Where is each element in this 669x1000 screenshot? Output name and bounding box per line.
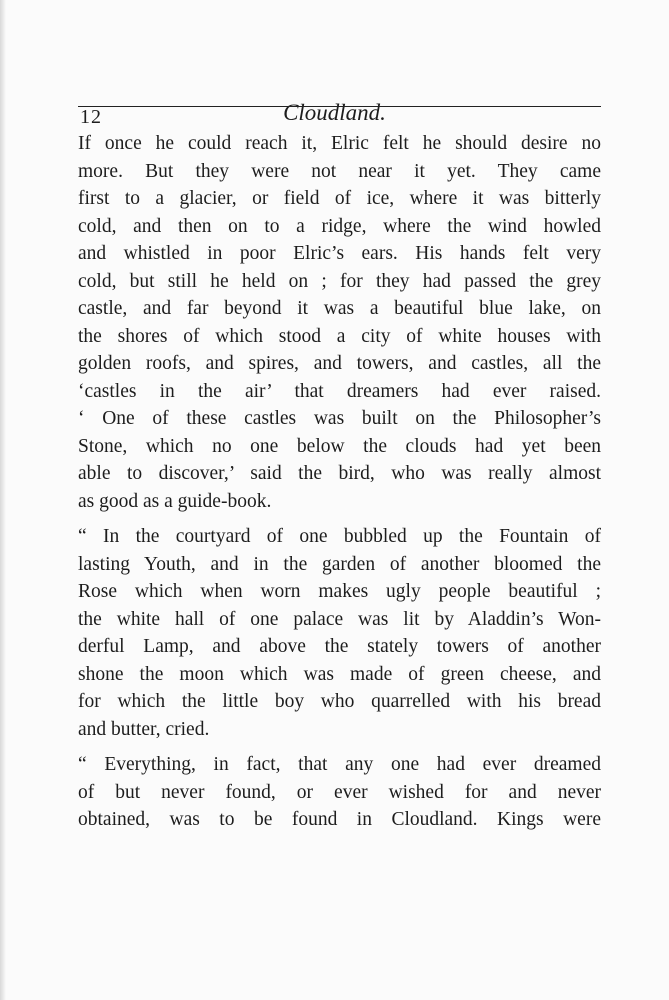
text-line: for which the little boy who quarrelled with his bread xyxy=(78,691,601,712)
header-rule xyxy=(78,106,601,107)
text-line: ‘castles in the air’ that dreamers had ever raised. xyxy=(78,380,601,402)
text-line: derful Lamp, and above the stately towers of another xyxy=(78,636,601,657)
text-line: more. But they were not near it yet. They came xyxy=(78,160,601,182)
text-line: and butter, cried. xyxy=(78,718,210,740)
page-edge-shadow xyxy=(0,0,6,1000)
text-line: “ Everything, in fact, that any one had ever dreamed xyxy=(78,754,601,775)
text-line: cold, and then on to a ridge, where the wind howled xyxy=(78,215,601,237)
text-line: Stone, which no one below the clouds had yet been xyxy=(78,435,601,457)
text-line: the shores of which stood a city of white houses with xyxy=(78,325,601,347)
text-line: and whistled in poor Elric’s ears. His hands felt very xyxy=(78,243,601,264)
text-line: golden roofs, and spires, and towers, and castles, all the xyxy=(78,353,601,374)
text-line: castle, and far beyond it was a beautiful blue lake, on xyxy=(78,298,601,319)
text-line: “ In the courtyard of one bubbled up the Fountain of xyxy=(78,526,601,547)
text-line: of but never found, or ever wished for and never xyxy=(78,781,601,803)
text-line: able to discover,’ said the bird, who was really almost xyxy=(78,463,601,484)
text-line: as good as a guide-book. xyxy=(78,490,272,512)
running-title: Cloudland. xyxy=(283,100,386,125)
page-number: 12 xyxy=(80,106,102,128)
text-line: ‘ One of these castles was built on the Philosopher’s xyxy=(78,408,601,429)
text-line: If once he could reach it, Elric felt he should desire no xyxy=(78,133,601,154)
text-line: shone the moon which was made of green cheese, and xyxy=(78,663,601,685)
text-line: Rose which when worn makes ugly people beautiful ; xyxy=(78,581,601,602)
text-line: lasting Youth, and in the garden of another bloomed the xyxy=(78,553,601,575)
text-line: the white hall of one palace was lit by Aladdin’s Won- xyxy=(78,608,601,630)
text-line: first to a glacier, or field of ice, where it was bitterly xyxy=(78,188,601,209)
text-line: cold, but still he held on ; for they had passed the grey xyxy=(78,270,601,292)
text-line: obtained, was to be found in Cloudland. Kings were xyxy=(78,809,601,830)
